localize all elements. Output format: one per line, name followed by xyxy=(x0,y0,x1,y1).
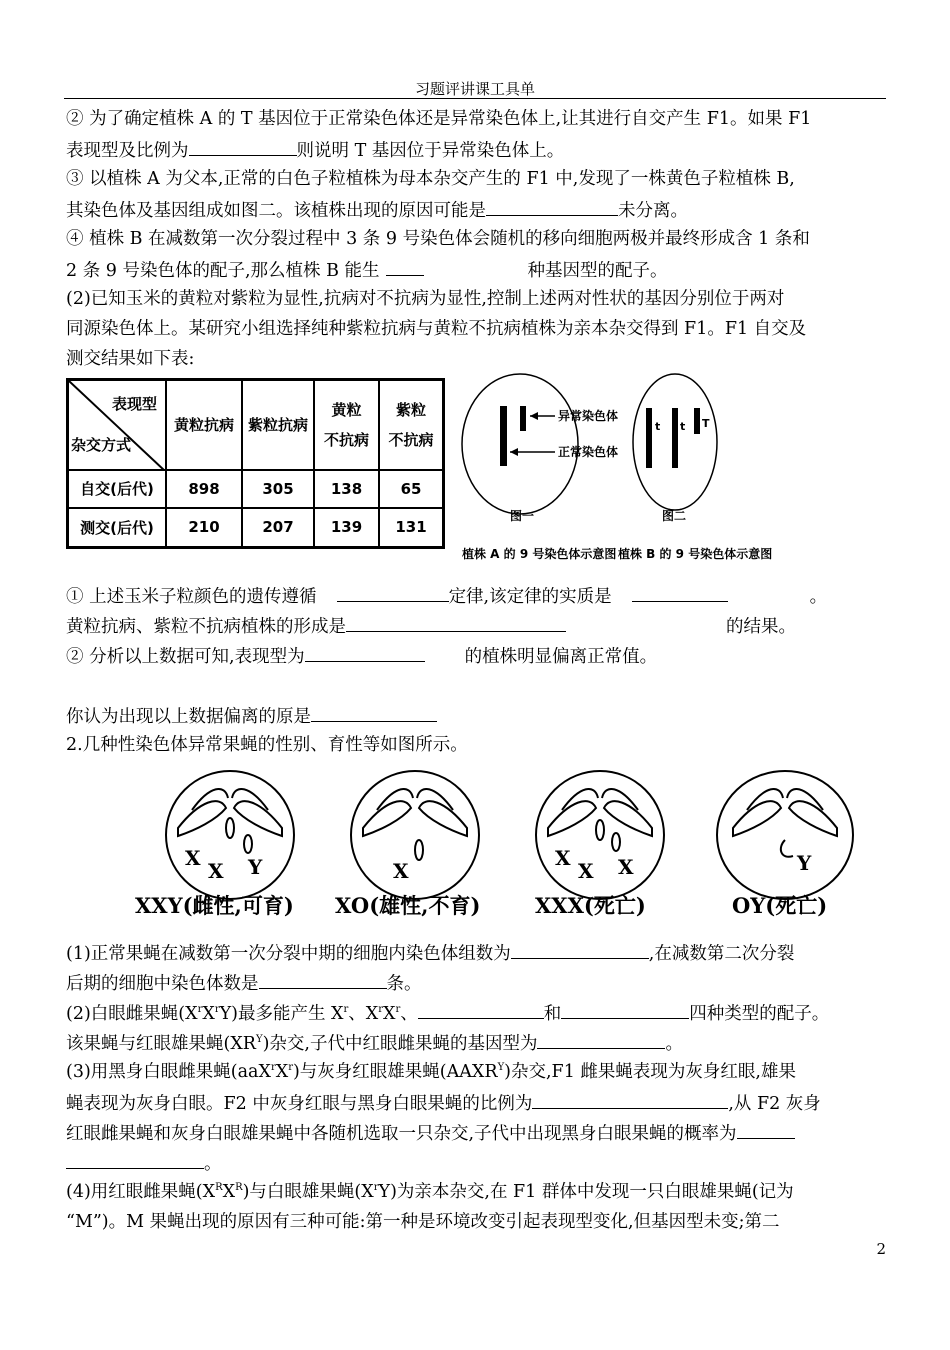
sup: R xyxy=(215,1182,223,1194)
label-normal: 正常染色体 xyxy=(558,445,619,459)
text: X xyxy=(222,1182,236,1202)
abnormal-chromosome xyxy=(520,406,526,431)
header-rule xyxy=(64,98,886,99)
chrom-label: Y xyxy=(248,855,263,879)
sup: r xyxy=(378,1004,384,1016)
answer-blank[interactable] xyxy=(337,583,449,602)
text: (3)用黑身白眼雌果蝇(aaX xyxy=(66,1062,271,1082)
text: 的植株明显偏离正常值。 xyxy=(464,647,658,667)
text: 你认为出现以上数据偏离的原是 xyxy=(66,707,311,727)
sup: r xyxy=(395,1004,401,1016)
text: 黄粒抗病、紫粒不抗病植株的形成是 xyxy=(66,617,346,637)
table-cell: 65 xyxy=(379,470,444,508)
text: 该果蝇与红眼雄果蝇(XR xyxy=(66,1034,256,1054)
cell-outline-a xyxy=(462,374,578,514)
text: 其染色体及基因组成如图二。该植株出现的原因可能是 xyxy=(66,201,486,221)
text: 未分离。 xyxy=(618,201,688,221)
text: 表现型及比例为 xyxy=(66,141,189,161)
text-line xyxy=(66,1180,794,1204)
text: 四种类型的配子。 xyxy=(689,1004,830,1024)
answer-blank[interactable] xyxy=(532,1090,728,1109)
cell-oy xyxy=(717,771,853,899)
chromosome-figure xyxy=(450,372,780,572)
text-line xyxy=(66,970,422,996)
table-row xyxy=(68,470,444,508)
page-number: 2 xyxy=(876,1240,886,1258)
sup: Y xyxy=(255,1034,263,1046)
table-cell: 138 xyxy=(314,470,379,508)
table-header-cell: 紫粒 不抗病 xyxy=(379,380,444,470)
answer-blank[interactable] xyxy=(311,703,437,722)
gene-label: T xyxy=(702,417,710,430)
table-cell: 898 xyxy=(166,470,242,508)
text-line: 2.几种性染色体异常果蝇的性别、育性等如图所示。 xyxy=(66,735,468,755)
text-line xyxy=(66,257,668,283)
sup: r xyxy=(373,1182,379,1194)
cell-xxy xyxy=(166,771,294,899)
label-abnormal: 异常染色体 xyxy=(558,409,619,423)
text: 则说明 T 基因位于异常染色体上。 xyxy=(296,141,565,161)
text-line: ④ 植株 B 在减数第一次分裂过程中 3 条 9 号染色体会随机的移向细胞两极并最终形成含 1 条和 xyxy=(66,229,810,249)
sup: R xyxy=(235,1182,243,1194)
table-header-cell: 黄粒 不抗病 xyxy=(314,380,379,470)
text: 种基因型的配子。 xyxy=(527,261,668,281)
page-header: 习题评讲课工具单 xyxy=(414,80,535,98)
cell-xxx xyxy=(536,771,664,899)
caption-xxx: XXX(死亡) xyxy=(535,893,646,918)
table-row xyxy=(68,508,444,548)
table-row-label: 自交(后代) xyxy=(68,470,167,508)
answer-blank[interactable] xyxy=(511,940,649,959)
text: 后期的细胞中染色体数是 xyxy=(66,974,259,994)
answer-blank[interactable] xyxy=(189,137,297,156)
text: )与白眼雄果蝇(X xyxy=(242,1182,374,1202)
result-table xyxy=(66,378,445,549)
text: 红眼雌果蝇和灰身白眼雄果蝇中各随机选取一只杂交,子代中出现黑身白眼果蝇的概率为 xyxy=(66,1124,737,1144)
table-header-cell: 黄粒抗病 xyxy=(166,380,242,470)
text-line xyxy=(66,1120,795,1146)
answer-blank[interactable] xyxy=(259,970,387,989)
text: (2)白眼雌果蝇(X xyxy=(66,1004,198,1024)
text-line xyxy=(66,137,564,163)
text-line xyxy=(66,583,827,609)
chrom-label: X xyxy=(208,859,224,883)
text: 定律,该定律的实质是 xyxy=(448,587,612,607)
text-line: ③ 以植株 A 为父本,正常的白色子粒植株为母本杂交产生的 F1 中,发现了一株黄色子粒植株 B, xyxy=(66,169,795,189)
fig2-label: 图二 xyxy=(662,509,687,523)
text-line: 同源染色体上。某研究小组选择纯种紫粒抗病与黄粒不抗病植株为亲本杂交得到 F1。F1 自交及 xyxy=(66,319,807,339)
text: 、X xyxy=(348,1004,379,1024)
chrom-label: X xyxy=(618,855,634,879)
text: 。 xyxy=(809,587,828,607)
text-line xyxy=(66,197,688,223)
sup: Y xyxy=(497,1062,505,1074)
sup: r xyxy=(214,1004,220,1016)
answer-blank[interactable] xyxy=(418,1000,544,1019)
answer-blank[interactable] xyxy=(737,1120,795,1139)
text: X xyxy=(383,1004,396,1024)
text-line: ② 为了确定植株 A 的 T 基因位于正常染色体还是异常染色体上,让其进行自交产生 F1。如果 F1 xyxy=(66,109,812,129)
chromosome xyxy=(672,408,678,468)
text-line xyxy=(66,1090,821,1116)
text-line xyxy=(66,1000,829,1026)
text: X xyxy=(202,1004,215,1024)
text-line xyxy=(66,1060,796,1084)
text: ,在减数第二次分裂 xyxy=(648,944,795,964)
answer-blank[interactable] xyxy=(537,1030,665,1049)
text-line xyxy=(66,643,657,669)
answer-blank[interactable] xyxy=(346,613,566,632)
caption-xxy: XXY(雌性,可育) xyxy=(135,893,294,918)
fig1-label: 图一 xyxy=(510,509,535,523)
answer-blank[interactable] xyxy=(66,1150,204,1169)
text: Y)为亲本杂交,在 F1 群体中发现一只白眼雄果蝇(记为 xyxy=(378,1182,794,1202)
text: X xyxy=(275,1062,289,1082)
sup: r xyxy=(270,1062,276,1074)
text-line xyxy=(66,1030,683,1056)
chrom-label: X xyxy=(185,846,201,870)
chrom-label: X xyxy=(578,859,594,883)
answer-blank[interactable] xyxy=(632,583,728,602)
answer-blank[interactable] xyxy=(305,643,425,662)
corner-top-label: 表现型 xyxy=(111,395,157,413)
table-cell: 210 xyxy=(166,508,242,548)
text: 2 条 9 号染色体的配子,那么植株 B 能生 xyxy=(66,261,380,281)
text-line xyxy=(66,613,796,639)
text: 蝇表现为灰身白眼。F2 中灰身红眼与黑身白眼果蝇的比例为 xyxy=(66,1094,533,1114)
table-cell: 139 xyxy=(314,508,379,548)
table-cell: 207 xyxy=(242,508,314,548)
text: 、 xyxy=(400,1004,418,1024)
table-row-label: 测交(后代) xyxy=(68,508,167,548)
text: ,从 F2 灰身 xyxy=(728,1094,821,1114)
text: )杂交,子代中红眼雌果蝇的基因型为 xyxy=(262,1034,538,1054)
fly-chromosome-figure xyxy=(130,770,860,920)
text: (4)用红眼雌果蝇(X xyxy=(66,1182,216,1202)
text: 条。 xyxy=(386,974,422,994)
table-cell: 305 xyxy=(242,470,314,508)
text-line: “M”)。M 果蝇出现的原因有三种可能:第一种是环境改变引起表现型变化,但基因型未变;第二 xyxy=(66,1212,780,1232)
cell-xo xyxy=(351,771,479,899)
chrom-label: X xyxy=(393,859,409,883)
answer-blank[interactable] xyxy=(486,197,618,216)
text: ② 分析以上数据可知,表现型为 xyxy=(66,647,305,667)
text-line xyxy=(66,1150,222,1176)
text: ① 上述玉米子粒颜色的遗传遵循 xyxy=(66,587,317,607)
text: (1)正常果蝇在减数第一次分裂中期的细胞内染色体组数为 xyxy=(66,944,511,964)
fig1-caption: 植株 A 的 9 号染色体示意图 xyxy=(462,547,617,561)
fig2-caption: 植株 B 的 9 号染色体示意图 xyxy=(618,547,773,561)
sup: r xyxy=(343,1004,349,1016)
sup: r xyxy=(288,1062,293,1074)
text-line xyxy=(66,703,437,729)
text: 。 xyxy=(665,1034,683,1054)
answer-blank[interactable] xyxy=(561,1000,689,1019)
gene-label: t xyxy=(680,420,686,433)
table-cell: 131 xyxy=(379,508,444,548)
text: )杂交,F1 雌果蝇表现为灰身红眼,雄果 xyxy=(504,1062,796,1082)
text: 和 xyxy=(543,1004,562,1024)
text-line xyxy=(66,940,794,966)
gene-label: t xyxy=(655,420,661,433)
table-corner-cell xyxy=(68,380,167,470)
caption-xo: XO(雄性,不育) xyxy=(335,893,481,918)
chromosome xyxy=(646,408,652,468)
answer-blank[interactable] xyxy=(386,257,424,276)
caption-oy: OY(死亡) xyxy=(732,893,828,918)
chrom-label: Y xyxy=(797,851,812,875)
table-header-cell: 紫粒抗病 xyxy=(242,380,314,470)
text: )与灰身红眼雄果蝇(AAXR xyxy=(292,1062,498,1082)
normal-chromosome xyxy=(500,406,507,466)
text: Y)最多能产生 X xyxy=(219,1004,344,1024)
sup: r xyxy=(197,1004,203,1016)
text: 。 xyxy=(204,1154,222,1174)
corner-bottom-label: 杂交方式 xyxy=(71,435,132,454)
chrom-label: X xyxy=(555,846,571,870)
text-line: (2)已知玉米的黄粒对紫粒为显性,抗病对不抗病为显性,控制上述两对性状的基因分别位于两对 xyxy=(66,289,785,309)
chromosome xyxy=(694,408,700,434)
text-line: 测交结果如下表: xyxy=(66,349,195,369)
text: 的结果。 xyxy=(726,617,796,637)
